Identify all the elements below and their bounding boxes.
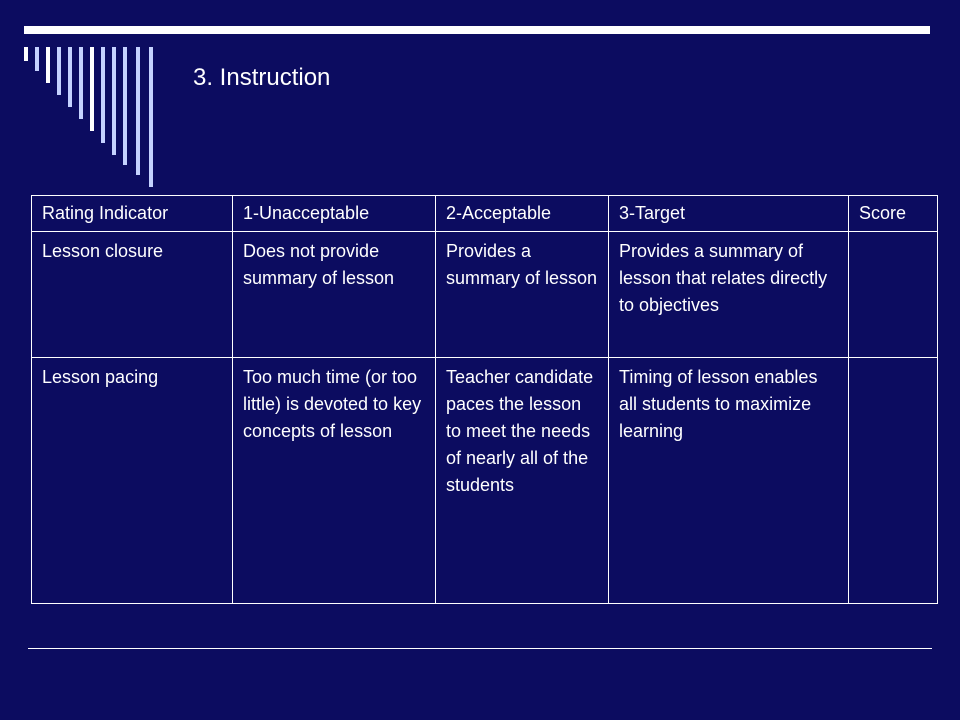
cell-unacceptable: Does not provide summary of lesson <box>233 232 436 358</box>
cell-indicator: Lesson closure <box>32 232 233 358</box>
stripe <box>123 47 127 165</box>
table-header-row <box>32 196 938 232</box>
stripe <box>24 47 28 61</box>
cell-score <box>849 358 938 604</box>
cell-unacceptable: Too much time (or too little) is devoted to key concepts of lesson <box>233 358 436 604</box>
slide-title: 3. Instruction <box>193 64 331 91</box>
stripe <box>136 47 140 175</box>
stripe <box>149 47 153 187</box>
bottom-divider <box>28 648 932 649</box>
cell-target: Timing of lesson enables all students to maximize learning <box>609 358 849 604</box>
top-decorative-bar <box>24 26 930 34</box>
cell-acceptable: Provides a summary of lesson <box>436 232 609 358</box>
stripe <box>79 47 83 119</box>
header-rating-indicator: Rating Indicator <box>32 196 233 232</box>
stripe <box>112 47 116 155</box>
table-row <box>32 232 938 358</box>
stripe <box>57 47 61 95</box>
stripe <box>90 47 94 131</box>
table-row <box>32 358 938 604</box>
stripe <box>46 47 50 83</box>
cell-acceptable: Teacher candidate paces the lesson to meet the needs of nearly all of the students <box>436 358 609 604</box>
stripe <box>68 47 72 107</box>
cell-indicator: Lesson pacing <box>32 358 233 604</box>
cell-score <box>849 232 938 358</box>
header-score: Score <box>849 196 938 232</box>
stripe <box>35 47 39 71</box>
rubric-table <box>31 195 938 604</box>
header-target: 3-Target <box>609 196 849 232</box>
header-acceptable: 2-Acceptable <box>436 196 609 232</box>
cell-target: Provides a summary of lesson that relates directly to objectives <box>609 232 849 358</box>
stripe <box>101 47 105 143</box>
header-unacceptable: 1-Unacceptable <box>233 196 436 232</box>
